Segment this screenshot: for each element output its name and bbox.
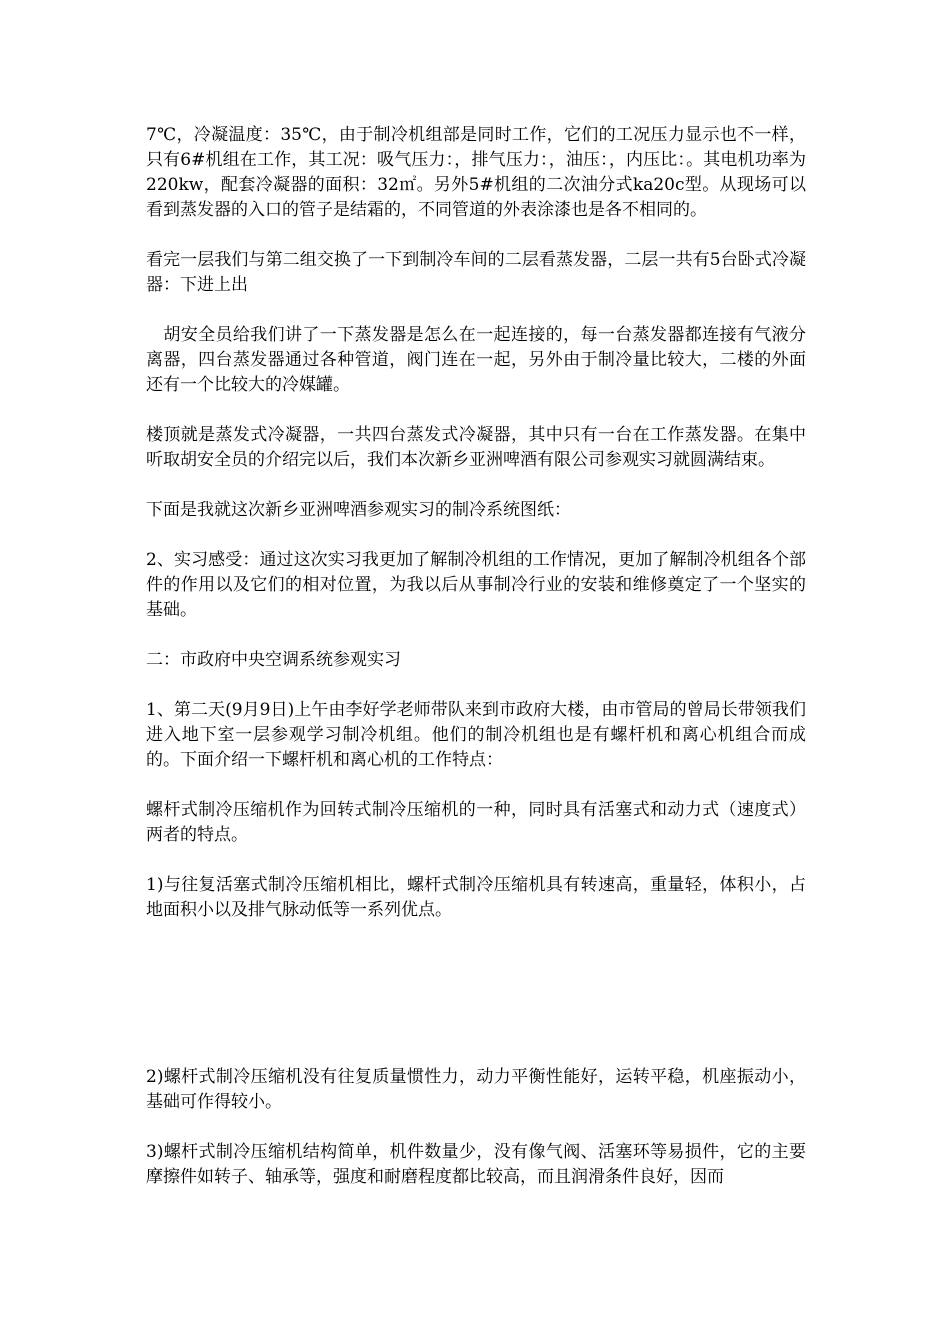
paragraph-1: 7℃，冷凝温度：35℃，由于制冷机组部是同时工作，它们的工况压力显示也不一样，只有6#机组在工作，其工况：吸气压力：，排气压力：，油压：，内压比：。其电机功率为220kw，配套冷凝器的面积：32㎡。另外5#机组的二次油分式ka20c型。从现场可以看到蒸发器的入口的管子是结霜的，不同管道的外表涂漆也是各不相同的。 — [146, 125, 806, 220]
paragraph-7: 1、第二天(9月9日)上午由李好学老师带队来到市政府大楼，由市管局的曾局长带领我们进入地下室一层参观学习制冷机组。他们的制冷机组也是有螺杆机和离心机组合而成的。下面介绍一下螺杆机和离心机的工作特点： — [146, 700, 806, 770]
paragraph-8: 螺杆式制冷压缩机作为回转式制冷压缩机的一种，同时具有活塞式和动力式（速度式）两者的特点。 — [146, 800, 806, 845]
paragraph-2: 看完一层我们与第二组交换了一下到制冷车间的二层看蒸发器，二层一共有5台卧式冷凝器：下进上出 — [146, 250, 806, 295]
paragraph-4: 楼顶就是蒸发式冷凝器，一共四台蒸发式冷凝器，其中只有一台在工作蒸发器。在集中听取胡安全员的介绍完以后，我们本次新乡亚洲啤酒有限公司参观实习就圆满结束。 — [146, 425, 806, 470]
section-heading: 二：市政府中央空调系统参观实习 — [146, 650, 401, 670]
document-body — [146, 123, 806, 1215]
blank-gap — [146, 948, 806, 1065]
paragraph-5: 下面是我就这次新乡亚洲啤酒参观实习的制冷系统图纸： — [146, 500, 571, 520]
paragraph-6: 2、实习感受：通过这次实习我更加了解制冷机组的工作情况，更加了解制冷机组各个部件的作用以及它们的相对位置，为我以后从事制冷行业的安装和维修奠定了一个坚实的基础。 — [146, 550, 806, 620]
paragraph-3: 胡安全员给我们讲了一下蒸发器是怎么在一起连接的，每一台蒸发器都连接有气液分离器，四台蒸发器通过各种管道，阀门连在一起，另外由于制冷量比较大，二楼的外面还有一个比较大的冷媒罐。 — [146, 325, 806, 395]
paragraph-10: 2)螺杆式制冷压缩机没有往复质量惯性力，动力平衡性能好，运转平稳，机座振动小，基础可作得较小。 — [146, 1067, 806, 1112]
paragraph-9: 1)与往复活塞式制冷压缩机相比，螺杆式制冷压缩机具有转速高，重量轻，体积小，占地面积小以及排气脉动低等一系列优点。 — [146, 875, 806, 920]
paragraph-11: 3)螺杆式制冷压缩机结构简单，机件数量少，没有像气阀、活塞环等易损件，它的主要摩擦件如转子、轴承等，强度和耐磨程度都比较高，而且润滑条件良好，因而 — [146, 1142, 806, 1187]
